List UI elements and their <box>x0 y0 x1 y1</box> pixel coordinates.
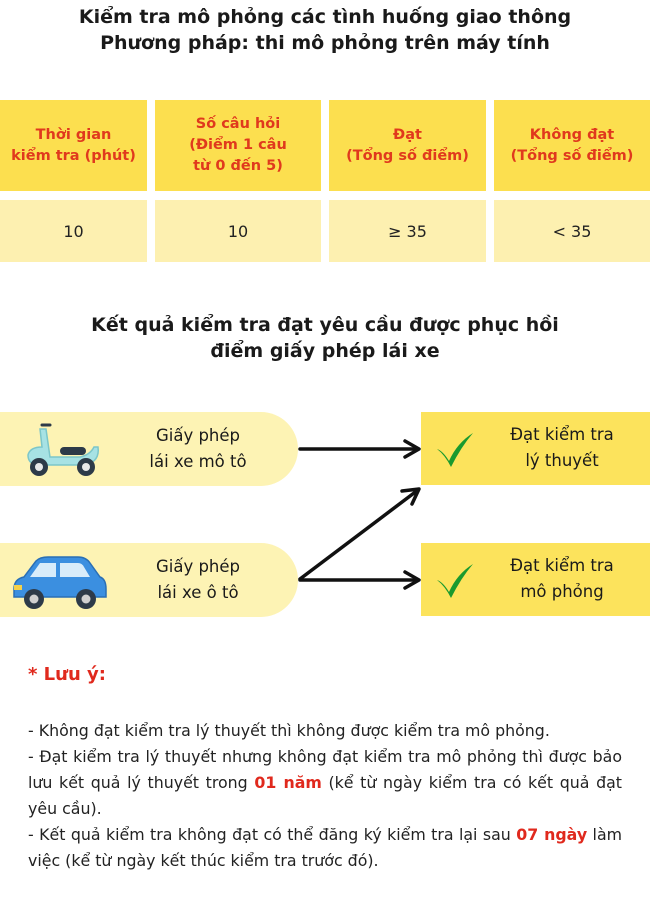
check-icon <box>433 560 477 600</box>
source-motorbike-line1: Giấy phép <box>155 426 241 445</box>
value-time: 10 <box>0 200 147 262</box>
note-2-highlight: 01 năm <box>254 773 322 792</box>
note-3-text-a: - Kết quả kiểm tra không đạt có thể đăng ký kiểm tra lại sau <box>28 825 517 844</box>
note-2-text-b: (kể từ ngày kiểm tra có kết quả đạt yêu cầu). <box>28 773 622 818</box>
value-questions: 10 <box>155 200 321 262</box>
title-line-2: Phương pháp: thi mô phỏng trên máy tính <box>100 32 550 54</box>
source-car-line2: lái xe ô tô <box>157 583 239 602</box>
note-3 <box>28 822 622 874</box>
result-simulation-line1: Đạt kiểm tra <box>510 556 614 575</box>
header-fail-line1: Không đạt <box>529 126 615 143</box>
value-pass: ≥ 35 <box>329 200 486 262</box>
value-fail: < 35 <box>494 200 650 262</box>
arrow-car-to-theory <box>300 490 418 579</box>
notes-title: * Lưu ý: <box>28 664 106 685</box>
header-time-line1: Thời gian <box>35 126 112 143</box>
result-theory <box>421 412 650 485</box>
result-theory-line2: lý thuyết <box>525 451 599 470</box>
source-car-line1: Giấy phép <box>155 557 241 576</box>
source-motorbike-line2: lái xe mô tô <box>149 452 247 471</box>
note-2-text-a: - Đạt kiểm tra lý thuyết nhưng không đạt kiểm tra mô phỏng thì được bảo lưu kết quả lý thuyết trong <box>28 747 622 792</box>
note-3-text-b: làm việc (kể từ ngày kết thúc kiểm tra trước đó). <box>28 825 623 870</box>
note-2 <box>28 744 622 822</box>
header-questions-line2: (Điểm 1 câu <box>189 137 287 153</box>
header-fail-line2: (Tổng số điểm) <box>510 147 634 164</box>
title-line-1: Kiểm tra mô phỏng các tình huống giao thông <box>78 6 572 28</box>
header-pass-line1: Đạt <box>393 126 422 143</box>
result-theory-label <box>487 422 637 474</box>
result-theory-line1: Đạt kiểm tra <box>510 425 614 444</box>
note-1: - Không đạt kiểm tra lý thuyết thì không được kiểm tra mô phỏng. <box>28 721 550 740</box>
result-simulation-line2: mô phỏng <box>520 582 604 601</box>
header-pass-line2: (Tổng số điểm) <box>346 147 469 164</box>
check-icon <box>433 429 477 469</box>
notes-list <box>28 718 622 874</box>
result-simulation-label <box>487 553 637 605</box>
flow-title-line-2: điểm giấy phép lái xe <box>210 340 440 362</box>
result-simulation <box>421 543 650 616</box>
header-time-line2: kiểm tra (phút) <box>11 147 136 164</box>
flow-title-line-1: Kết quả kiểm tra đạt yêu cầu được phục hồi <box>91 314 559 336</box>
header-questions-line3: từ 0 đến 5) <box>193 158 283 174</box>
header-questions-line1: Số câu hỏi <box>195 116 281 132</box>
note-3-highlight: 07 ngày <box>516 825 588 844</box>
